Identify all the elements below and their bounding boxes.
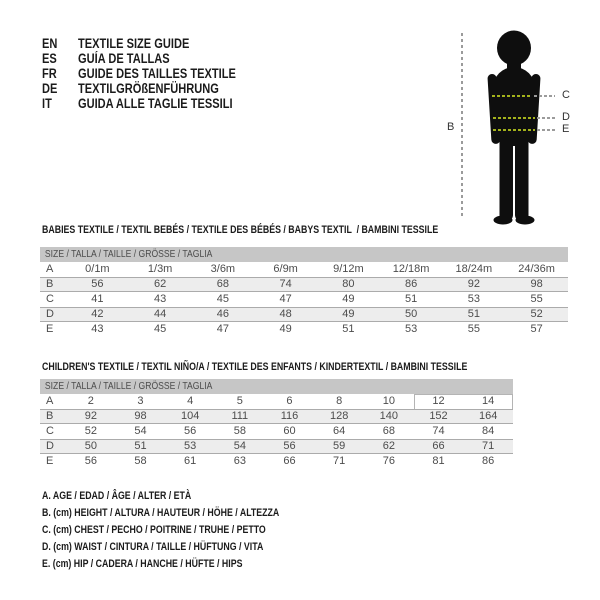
size-cell: 86 bbox=[405, 278, 418, 290]
size-cell: 48 bbox=[279, 308, 292, 320]
size-cell: 47 bbox=[279, 293, 292, 305]
size-cell: 0/1m bbox=[85, 263, 110, 275]
chest-measure-label: C bbox=[562, 89, 570, 101]
size-cell: 53 bbox=[184, 440, 197, 452]
row-label: C bbox=[46, 425, 54, 437]
size-row bbox=[40, 394, 513, 409]
row-label: E bbox=[46, 455, 54, 467]
legend-text: D. (cm) WAIST / CINTURA / TAILLE / HÜFTUNG / VITA bbox=[42, 541, 264, 553]
size-cell: 45 bbox=[216, 293, 229, 305]
language-row bbox=[42, 36, 271, 51]
waist-dashed-line bbox=[493, 117, 535, 119]
size-cell: 111 bbox=[231, 410, 249, 422]
row-label: D bbox=[46, 440, 54, 452]
language-label: TEXTILE SIZE GUIDE bbox=[78, 36, 190, 51]
size-row bbox=[40, 322, 568, 337]
size-cell: 3 bbox=[137, 395, 144, 407]
size-header-bar bbox=[40, 247, 568, 262]
size-cell: 45 bbox=[154, 323, 167, 335]
legend-line bbox=[42, 505, 339, 522]
child-silhouette bbox=[487, 30, 541, 225]
size-cell: 57 bbox=[530, 323, 543, 335]
row-label: A bbox=[46, 395, 54, 407]
language-label: GUIDE DES TAILLES TEXTILE bbox=[78, 66, 236, 81]
size-row bbox=[40, 307, 568, 322]
size-cell: 53 bbox=[405, 323, 418, 335]
row-label: B bbox=[46, 410, 54, 422]
legend-line bbox=[42, 522, 339, 539]
size-cell: 60 bbox=[283, 425, 296, 437]
size-cell: 6/9m bbox=[273, 263, 298, 275]
size-cell: 51 bbox=[467, 308, 480, 320]
size-cell: 128 bbox=[329, 410, 349, 422]
size-cell: 66 bbox=[283, 455, 296, 467]
size-cell: 18/24m bbox=[455, 263, 493, 275]
size-cell: 140 bbox=[379, 410, 398, 422]
size-cell: 42 bbox=[91, 308, 104, 320]
size-cell: 76 bbox=[382, 455, 395, 467]
size-cell: 50 bbox=[405, 308, 418, 320]
size-cell: 152 bbox=[429, 410, 448, 422]
size-cell: 53 bbox=[467, 293, 480, 305]
legend-line bbox=[42, 488, 339, 505]
legend-line bbox=[42, 539, 339, 556]
legend-text: E. (cm) HIP / CADERA / HANCHE / HÜFTE / HIPS bbox=[42, 558, 243, 570]
legend-text: A. AGE / EDAD / ÂGE / ALTER / ETÀ bbox=[42, 490, 192, 502]
size-cell: 84 bbox=[482, 425, 495, 437]
language-row bbox=[42, 96, 271, 111]
size-cell: 14 bbox=[482, 395, 495, 407]
size-cell: 46 bbox=[216, 308, 229, 320]
size-cell: 80 bbox=[342, 278, 355, 290]
hip-dashed-line-extension bbox=[537, 129, 557, 131]
size-cell: 8 bbox=[336, 395, 343, 407]
language-code: FR bbox=[42, 66, 57, 81]
size-row bbox=[40, 277, 568, 292]
legend-line bbox=[42, 556, 339, 573]
size-cell: 74 bbox=[279, 278, 292, 290]
language-row bbox=[42, 51, 271, 66]
row-label: A bbox=[46, 263, 54, 275]
language-list bbox=[42, 36, 271, 111]
size-cell: 116 bbox=[280, 410, 299, 422]
size-row bbox=[40, 292, 568, 307]
children-table-title: CHILDREN'S TEXTILE / TEXTIL NIÑO/A / TEXTILE DES ENFANTS / KINDERTEXTIL / BAMBINI TESSILE bbox=[42, 361, 468, 373]
size-cell: 98 bbox=[530, 278, 543, 290]
size-cell: 43 bbox=[154, 293, 167, 305]
size-cell: 86 bbox=[482, 455, 495, 467]
size-row bbox=[40, 454, 513, 469]
size-cell: 58 bbox=[233, 425, 246, 437]
size-cell: 56 bbox=[184, 425, 197, 437]
size-cell: 54 bbox=[233, 440, 246, 452]
size-cell: 12 bbox=[432, 395, 445, 407]
size-cell: 41 bbox=[91, 293, 104, 305]
size-cell: 55 bbox=[467, 323, 480, 335]
language-label: TEXTILGRÖßENFÜHRUNG bbox=[78, 81, 219, 96]
language-label: GUIDA ALLE TAGLIE TESSILI bbox=[78, 96, 233, 111]
children-table bbox=[40, 379, 513, 469]
size-cell: 56 bbox=[91, 278, 104, 290]
language-code: DE bbox=[42, 81, 58, 96]
legend-text: B. (cm) HEIGHT / ALTURA / HAUTEUR / HÖHE / ALTEZZA bbox=[42, 507, 280, 519]
size-cell: 56 bbox=[84, 455, 97, 467]
size-row bbox=[40, 262, 568, 277]
row-label: D bbox=[46, 308, 54, 320]
size-cell: 66 bbox=[432, 440, 445, 452]
size-cell: 2 bbox=[87, 395, 94, 407]
size-cell: 68 bbox=[382, 425, 395, 437]
height-measure-label: B bbox=[447, 121, 455, 133]
size-header-label: SIZE / TALLA / TAILLE / GRÖSSE / TAGLIA bbox=[44, 380, 213, 392]
waist-dashed-line-extension bbox=[537, 117, 557, 119]
size-cell: 74 bbox=[432, 425, 445, 437]
size-cell: 62 bbox=[382, 440, 395, 452]
size-cell: 50 bbox=[84, 440, 97, 452]
hip-measure-label: E bbox=[562, 123, 570, 135]
babies-table bbox=[40, 247, 568, 337]
row-label: B bbox=[46, 278, 54, 290]
size-header-label: SIZE / TALLA / TAILLE / GRÖSSE / TAGLIA bbox=[44, 248, 213, 260]
size-cell: 54 bbox=[134, 425, 147, 437]
size-cell: 6 bbox=[286, 395, 293, 407]
size-cell: 49 bbox=[342, 308, 355, 320]
size-cell: 52 bbox=[84, 425, 97, 437]
size-cell: 51 bbox=[405, 293, 418, 305]
size-cell: 3/6m bbox=[210, 263, 236, 275]
size-header-bar bbox=[40, 379, 513, 394]
size-cell: 64 bbox=[333, 425, 346, 437]
size-cell: 61 bbox=[184, 455, 197, 467]
size-cell: 62 bbox=[154, 278, 167, 290]
row-label: C bbox=[46, 293, 54, 305]
size-cell: 5 bbox=[236, 395, 243, 407]
chest-dashed-line bbox=[492, 95, 532, 97]
size-cell: 43 bbox=[91, 323, 104, 335]
row-label: E bbox=[46, 323, 54, 335]
height-dashed-line bbox=[461, 33, 463, 216]
waist-measure-label: D bbox=[562, 111, 570, 123]
legend-text: C. (cm) CHEST / PECHO / POITRINE / TRUHE / PETTO bbox=[42, 524, 266, 536]
size-cell: 71 bbox=[482, 440, 495, 452]
size-cell: 9/12m bbox=[333, 263, 364, 275]
size-cell: 59 bbox=[333, 440, 346, 452]
size-cell: 44 bbox=[154, 308, 167, 320]
size-cell: 10 bbox=[382, 395, 395, 407]
size-cell: 164 bbox=[478, 410, 498, 422]
size-cell: 12/18m bbox=[392, 263, 430, 275]
size-cell: 58 bbox=[134, 455, 147, 467]
language-code: ES bbox=[42, 51, 57, 66]
size-cell: 63 bbox=[233, 455, 246, 467]
size-cell: 71 bbox=[333, 455, 346, 467]
size-cell: 92 bbox=[467, 278, 480, 290]
size-cell: 49 bbox=[342, 293, 355, 305]
size-cell: 51 bbox=[342, 323, 355, 335]
size-cell: 24/36m bbox=[518, 263, 555, 275]
babies-table-title: BABIES TEXTILE / TEXTIL BEBÉS / TEXTILE DES BÉBÉS / BABYS TEXTIL / BAMBINI TESSILE bbox=[42, 224, 439, 236]
size-cell: 47 bbox=[216, 323, 229, 335]
size-cell: 51 bbox=[134, 440, 147, 452]
size-row bbox=[40, 409, 513, 424]
size-cell: 52 bbox=[530, 308, 543, 320]
size-cell: 98 bbox=[134, 410, 147, 422]
size-row bbox=[40, 439, 513, 454]
language-row bbox=[42, 81, 271, 96]
size-cell: 104 bbox=[180, 410, 200, 422]
size-cell: 1/3m bbox=[147, 263, 173, 275]
size-cell: 4 bbox=[187, 395, 194, 407]
language-label: GUÍA DE TALLAS bbox=[78, 51, 170, 66]
size-cell: 92 bbox=[84, 410, 97, 422]
chest-dashed-line-extension bbox=[534, 95, 555, 97]
language-code: EN bbox=[42, 36, 58, 51]
language-row bbox=[42, 66, 271, 81]
hip-dashed-line bbox=[493, 129, 535, 131]
size-cell: 81 bbox=[432, 455, 445, 467]
measure-legend bbox=[42, 488, 339, 573]
size-row bbox=[40, 424, 513, 439]
size-cell: 55 bbox=[530, 293, 543, 305]
size-cell: 49 bbox=[279, 323, 292, 335]
size-cell: 56 bbox=[283, 440, 296, 452]
language-code: IT bbox=[42, 96, 52, 111]
size-cell: 68 bbox=[216, 278, 229, 290]
